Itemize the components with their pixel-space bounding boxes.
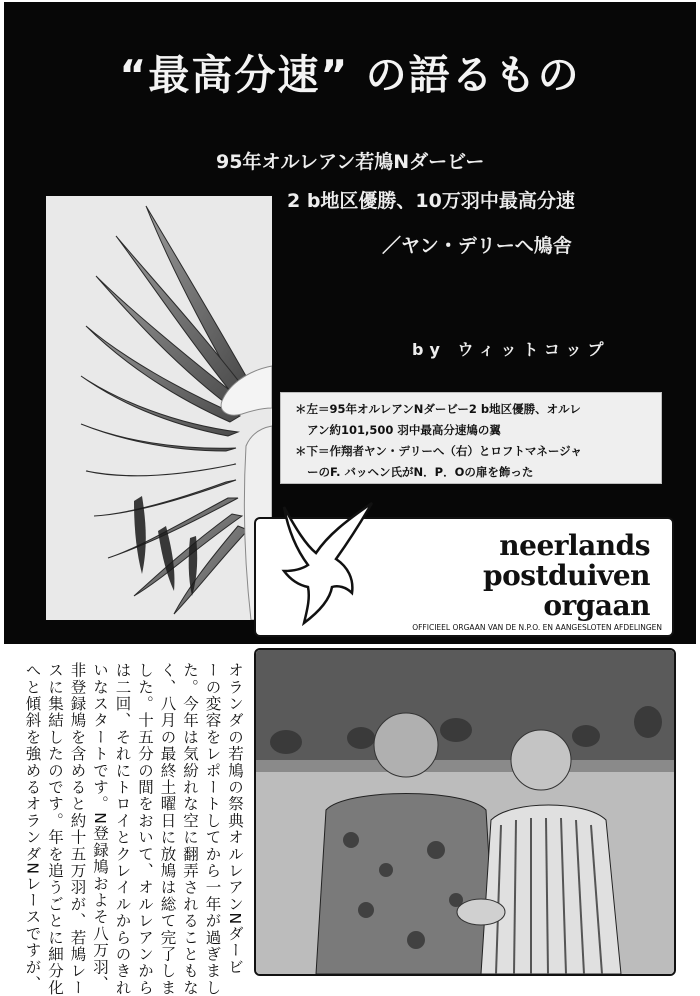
body-column: く、八月の最終土曜日に放鳩は総て完了しま xyxy=(158,662,177,996)
logo-tagline: OFFICIEEL ORGAAN VAN DE N.P.O. EN AANGESLOTEN AFDELINGEN xyxy=(412,623,662,632)
byline: by ウィットコップ xyxy=(412,340,610,359)
body-column: 非登録鳩を含めると約十五万羽が、若鳩レー xyxy=(68,662,87,996)
photo-caption xyxy=(280,392,662,484)
article-body xyxy=(10,662,246,996)
caption-line-1: ＊左＝95年オルレアンNダービー2 b地区優勝、オルレ xyxy=(295,402,581,416)
body-column: スに集結したのです。年を追うごとに細分化 xyxy=(46,662,64,996)
subtitle-line-3: ／ヤン・デリーへ鳩舎 xyxy=(382,235,572,257)
body-column: オランダの若鳩の祭典オルレアンNダービ xyxy=(226,662,244,976)
body-column: ーの変容をレポートしてから一年が過ぎまし xyxy=(203,662,222,996)
body-column: いなスタートです。N登録鳩およそ八万羽、 xyxy=(91,662,109,993)
subtitle-line-2: 2 b地区優勝、10万羽中最高分速 xyxy=(287,190,575,212)
body-column: た。今年は気紛れな空に翻弄されることもな xyxy=(181,662,199,996)
article-title: “最高分速” の語るもの xyxy=(119,51,581,99)
pigeon-logo-icon xyxy=(276,501,376,629)
logo-line-3: orgaan xyxy=(543,589,650,622)
wing-photo xyxy=(46,196,272,620)
body-column: は二回、それにトロイとクレイルからのきれ xyxy=(113,662,132,996)
npo-masthead xyxy=(254,517,674,637)
body-column: へと傾斜を強めるオランダNレースですが、 xyxy=(23,662,42,993)
logo-line-2: postduiven xyxy=(483,559,650,592)
caption-line-4: ーのF. バッヘン氏がN．P．Oの扉を飾った xyxy=(307,465,534,479)
caption-line-2: アン約101,500 羽中最高分速鳩の翼 xyxy=(307,423,501,437)
body-column: した。十五分の間をおいて、オルレアンから xyxy=(136,662,154,996)
logo-line-1: neerlands xyxy=(499,529,650,562)
caption-line-3: ＊下＝作翔者ヤン・デリーへ（右）とロフトマネージャ xyxy=(295,444,582,458)
wing-illustration xyxy=(46,196,272,620)
subtitle-line-1: 95年オルレアン若鳩Nダービー xyxy=(216,151,485,173)
loft-photo xyxy=(254,648,676,976)
two-men-illustration xyxy=(256,650,674,974)
